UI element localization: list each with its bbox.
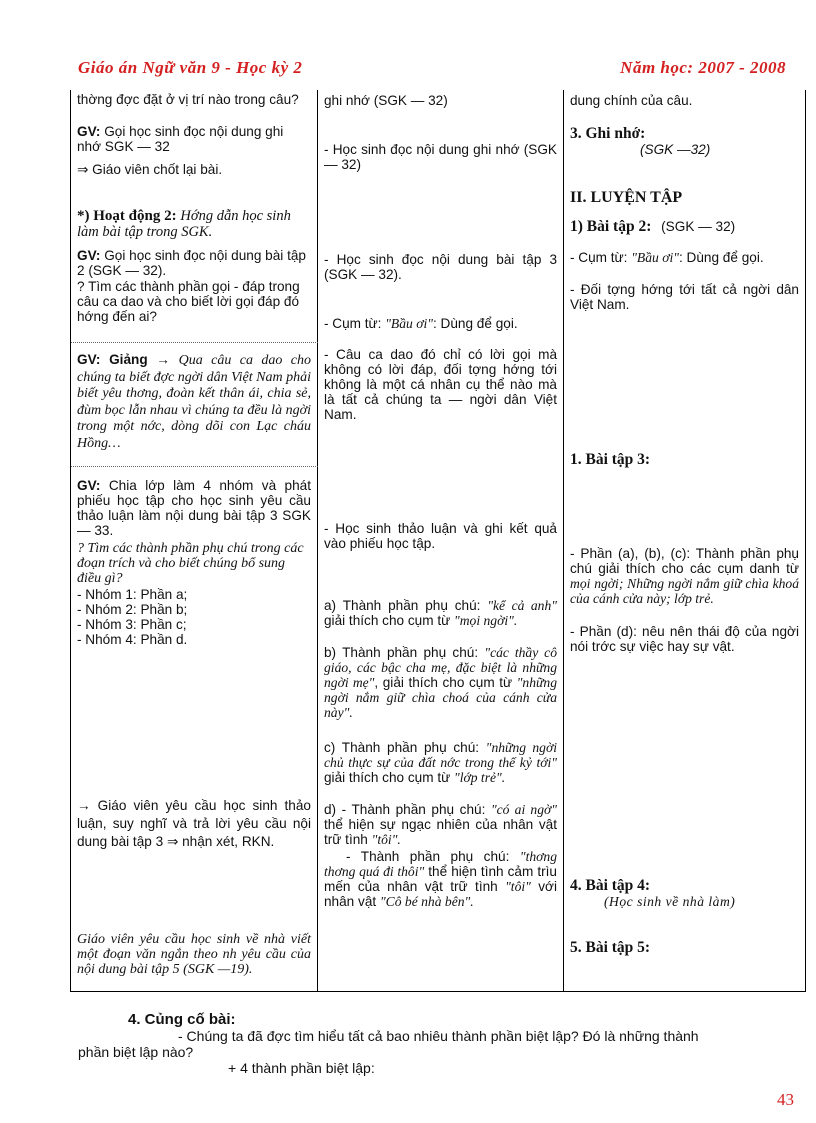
answer-d2: [324, 849, 557, 909]
quote: "kể cả anh": [487, 598, 557, 613]
answer-a: [324, 598, 557, 628]
text: - Phần (a), (b), (c): Thành phần phụ chú giải thích cho các cụm danh từ: [570, 546, 799, 576]
answer-b: [324, 645, 557, 720]
student-discuss: - Học sinh thảo luận và ghi kết quả vào phiếu học tập.: [324, 521, 557, 551]
question-1: ? Tìm các thành phần gọi - đáp trong câu ca dao và cho biết lời gọi đáp đó hớng đến ai?: [77, 279, 300, 324]
text: a) Thành phần phụ chú:: [324, 598, 488, 613]
exercise-3-answer-d: - Phần (d): nêu nên thái độ của ngời nói trớc sự việc hay sự vật.: [570, 624, 799, 654]
header-right: Năm học: 2007 - 2008: [620, 58, 786, 77]
exercise-5-heading: 5. Bài tập 5:: [570, 939, 651, 956]
header-left: Giáo án Ngữ văn 9 - Học kỳ 2: [78, 58, 303, 77]
student-summary-ref: ghi nhớ (SGK — 32): [324, 93, 448, 108]
gv-lecture: [77, 352, 311, 451]
text: - Cụm từ:: [570, 250, 632, 265]
gv-label: GV:: [77, 478, 101, 493]
quote: "Bầu ơi": [385, 316, 433, 331]
consolidation-heading: 4. Củng cố bài:: [128, 1011, 236, 1028]
intro-text: thờng đợc đặt ở vị trí nào trong câu?: [77, 92, 299, 107]
exercise-4-heading: 4. Bài tập 4:: [570, 877, 651, 894]
gv-label: GV:: [77, 124, 101, 139]
quote: "lớp trẻ".: [454, 770, 506, 785]
student-read-exercise-3: - Học sinh đọc nội dung bài tập 3 (SGK — 32).: [324, 252, 557, 282]
exercise-2-answer-a: [570, 250, 799, 265]
lesson-table: [70, 90, 806, 992]
exercise-2-answer-b: - Đối tợng hớng tới tất cả ngời dân Việt Nam.: [570, 282, 799, 312]
gv-group-task: [77, 478, 311, 538]
text: b) Thành phần phụ chú:: [324, 645, 485, 660]
exercise-2-heading: [570, 219, 799, 234]
group-2: - Nhóm 2: Phần b;: [77, 602, 188, 617]
exercise-2-title: 1) Bài tập 2:: [570, 218, 652, 235]
answer-c: [324, 740, 557, 785]
quote: "có ai ngờ": [490, 802, 557, 817]
gv-group-task-text: Chia lớp làm 4 nhóm và phát phiếu học tập cho học sinh yêu cầu thảo luận làm nội dung bài tập 3 SGK — 33.: [77, 478, 311, 538]
content-column: [564, 90, 805, 991]
quote: "những ngời chủ thực sự của đất nớc trong thế kỷ tới": [324, 740, 557, 770]
text: c) Thành phần phụ chú:: [324, 740, 486, 755]
exercise-2-ref: (SGK — 32): [661, 219, 736, 234]
quote: "Bầu ơi": [631, 250, 679, 265]
gv-read-exercise-2-text: Gọi học sinh đọc nội dung bài tập 2 (SGK — 32).: [77, 248, 306, 278]
quote: "Cô bé nhà bên".: [379, 894, 474, 909]
exercise-3-heading: 1. Bài tập 3:: [570, 451, 651, 468]
gv-read-exercise-2: [77, 248, 311, 278]
group-4: - Nhóm 4: Phần d.: [77, 632, 188, 647]
text: giải thích cho cụm từ: [324, 613, 454, 628]
text: với nhân vật: [324, 879, 557, 909]
exercise-4-note: (Học sinh về nhà làm): [604, 894, 736, 909]
consolidation-answer: + 4 thành phần biệt lập:: [228, 1060, 375, 1076]
text: - Thành phần phụ chú:: [346, 849, 520, 864]
quote: "thơng thơng quá đi thôi": [324, 849, 557, 879]
teacher-request-discussion: → Giáo viên yêu cầu học sinh thảo luận, suy nghĩ và trả lời yêu cầu nội dung bài tập 3 ⇒ nhận xét, RKN.: [77, 798, 311, 849]
row-divider: [71, 342, 318, 343]
question-2: ? Tìm các thành phần phụ chú trong các đoạn trích và cho biết chúng bổ sung điều gì?: [77, 541, 304, 586]
text: : Dùng để gọi.: [678, 250, 764, 265]
exercise-3-answer-abc: [570, 546, 799, 606]
call-explanation: - Câu ca dao đó chỉ có lời gọi mà không có lời đáp, đối tợng hớng tới không là một cá nhân cụ thể nào mà là tất cả chúng ta — ngời dân Việt Nam.: [324, 347, 557, 422]
student-activity-column: [318, 90, 564, 991]
gv-lecture-label: GV: Giảng →: [77, 352, 170, 367]
teacher-activity-column: [71, 90, 318, 991]
text: : Dùng để gọi.: [432, 316, 518, 331]
teacher-conclusion: ⇒ Giáo viên chốt lại bài.: [77, 162, 223, 177]
gv-lecture-text: Qua câu ca dao cho chúng ta biết đợc ngời dân Việt Nam phải biết yêu thơng, đoàn kết thân ái, chia sẻ, đùm bọc lẫn nhau vì chúng ta đều là ngời trong một nớc, dòng dõi con Lạc cháu Hồng…: [77, 353, 311, 451]
text: thể hiện tình cảm trìu mến của nhân vật trữ tình: [324, 864, 557, 894]
gv-label: GV:: [77, 248, 101, 263]
quote: "tôi".: [371, 832, 401, 847]
student-read-summary: - Học sinh đọc nội dung ghi nhớ (SGK — 32): [324, 142, 557, 172]
text: giải thích cho cụm từ: [324, 770, 454, 785]
row-divider: [71, 466, 318, 467]
text: , giải thích cho cụm từ: [374, 675, 517, 690]
summary-heading: 3. Ghi nhớ:: [570, 125, 646, 142]
consolidation-question-line1: - Chúng ta đã đợc tìm hiểu tất cả bao nhiêu thành phần biệt lập? Đó là những thành: [178, 1028, 699, 1044]
activity-2-text: Hớng dẫn học sinh làm bài tập trong SGK.: [77, 208, 291, 240]
activity-2: [77, 208, 311, 240]
answer-d1: [324, 802, 557, 847]
quote: "mọi ngời".: [454, 613, 518, 628]
gv-read-summary-text: Gọi học sinh đọc nội dung ghi nhớ SGK — 32: [77, 124, 284, 154]
page-number: 43: [777, 1090, 794, 1109]
text: thể hiện sự ngạc nhiên của nhân vật trữ tình: [324, 817, 557, 847]
quote: "những ngời nắm giữ chìa choá của cánh cửa này".: [324, 675, 558, 720]
text: - Cụm từ:: [324, 316, 386, 331]
practice-heading: II. LUYỆN TẬP: [570, 189, 683, 206]
quote: mọi ngời; Những ngời nắm giữ chìa khoá của cánh cửa này; lớp trẻ.: [570, 576, 799, 606]
consolidation-question-line2: phần biệt lập nào?: [78, 1044, 194, 1060]
gv-read-summary: [77, 124, 311, 154]
quote: "tôi": [505, 879, 531, 894]
text: d) - Thành phần phụ chú:: [324, 802, 491, 817]
activity-2-label: *) Hoạt động 2:: [77, 208, 177, 224]
homework-instruction: Giáo viên yêu cầu học sinh về nhà viết một đoạn văn ngắn theo nh yêu cầu của nội dung bài tập 5 (SGK —19).: [77, 932, 311, 977]
group-1: - Nhóm 1: Phần a;: [77, 587, 188, 602]
call-phrase: [324, 316, 557, 331]
content-continued: dung chính của câu.: [570, 93, 693, 108]
quote: "các thầy cô giáo, các bậc cha mẹ, đặc biệt là những ngời mẹ": [324, 645, 557, 690]
summary-ref: (SGK —32): [640, 142, 711, 157]
group-3: - Nhóm 3: Phần c;: [77, 617, 187, 632]
